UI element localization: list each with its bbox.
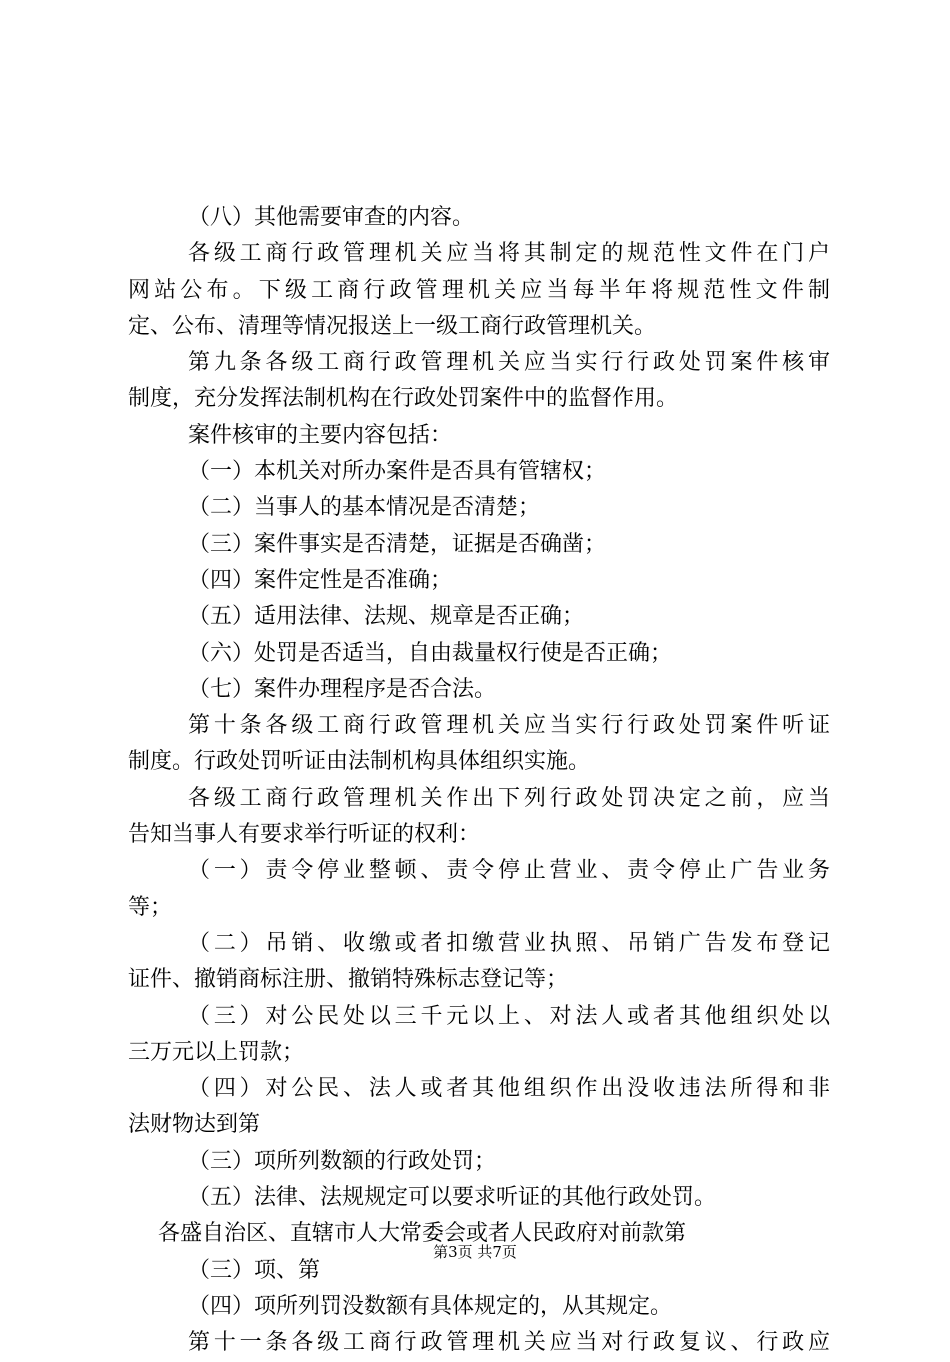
text-line: 各盛自治区、直辖市人大常委会或者人民政府对前款第 xyxy=(158,1221,687,1247)
text-line: 第十一条各级工商行政管理机关应当对行政复议、行政应 xyxy=(188,1330,830,1356)
page-footer: 第3页 共7页 xyxy=(433,1243,517,1261)
text-line: 等； xyxy=(128,894,173,920)
text-line: （五）法律、法规规定可以要求听证的其他行政处罚。 xyxy=(188,1185,717,1211)
text-line: （三）对公民处以三千元以上、对法人或者其他组织处以 xyxy=(188,1003,830,1029)
text-line: （四）对公民、法人或者其他组织作出没收违法所得和非 xyxy=(188,1076,830,1102)
text-line: 法财物达到第 xyxy=(128,1112,261,1138)
text-line: 第九条各级工商行政管理机关应当实行行政处罚案件核审 xyxy=(188,350,830,376)
text-line: （一）责令停业整顿、责令停止营业、责令停止广告业务 xyxy=(188,858,830,884)
text-line: （五）适用法律、法规、规章是否正确； xyxy=(188,604,585,630)
text-line: （二）当事人的基本情况是否清楚； xyxy=(188,495,541,521)
text-line: 案件核审的主要内容包括： xyxy=(188,422,453,448)
text-line: 制度。行政处罚听证由法制机构具体组织实施。 xyxy=(128,749,591,775)
text-line: （六）处罚是否适当，自由裁量权行使是否正确； xyxy=(188,640,673,666)
text-line: （七）案件办理程序是否合法。 xyxy=(188,676,497,702)
text-line: （三）案件事实是否清楚，证据是否确凿； xyxy=(188,531,607,557)
text-line: （八）其他需要审查的内容。 xyxy=(188,205,475,230)
document-body xyxy=(128,200,830,1362)
text-line: 网站公布。下级工商行政管理机关应当每半年将规范性文件制 xyxy=(128,277,830,303)
text-line: 告知当事人有要求举行听证的权利： xyxy=(128,822,481,848)
text-line: （四）案件定性是否准确； xyxy=(188,567,453,593)
text-line: （二）吊销、收缴或者扣缴营业执照、吊销广告发布登记 xyxy=(188,930,830,956)
text-line: （三）项所列数额的行政处罚； xyxy=(188,1148,497,1174)
text-line: 制度，充分发挥法制机构在行政处罚案件中的监督作用。 xyxy=(128,386,679,412)
text-line: 三万元以上罚款； xyxy=(128,1039,305,1065)
text-line: 第十条各级工商行政管理机关应当实行行政处罚案件听证 xyxy=(188,713,830,739)
text-line: 证件、撤销商标注册、撤销特殊标志登记等； xyxy=(128,967,569,993)
text-line: （三）项、第 xyxy=(188,1257,321,1283)
text-line: 各级工商行政管理机关应当将其制定的规范性文件在门户 xyxy=(188,241,830,267)
text-line: 定、公布、清理等情况报送上一级工商行政管理机关。 xyxy=(128,313,657,339)
text-line: 各级工商行政管理机关作出下列行政处罚决定之前，应当 xyxy=(188,785,830,811)
text-line: （一）本机关对所办案件是否具有管辖权； xyxy=(188,459,607,485)
text-line: （四）项所列罚没数额有具体规定的，从其规定。 xyxy=(188,1293,673,1319)
